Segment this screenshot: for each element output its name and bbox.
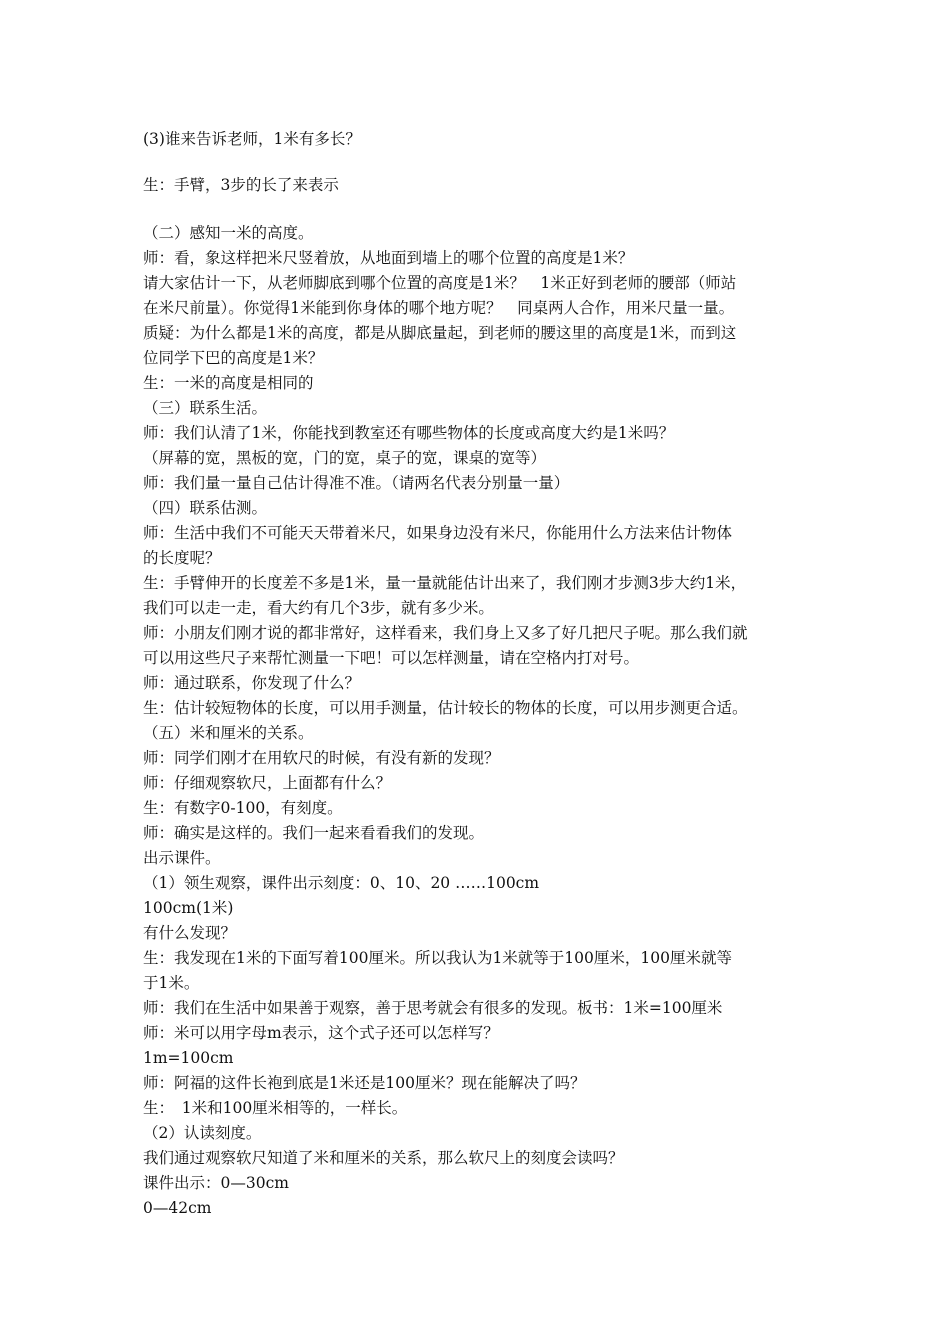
text-line: 师：看，象这样把米尺竖着放，从地面到墙上的哪个位置的高度是1米？ xyxy=(143,249,634,267)
text-line: （1）领生观察，课件出示刻度：0、10、20 ……100cm xyxy=(143,874,540,892)
text-line: 在米尺前量）。你觉得1米能到你身体的哪个地方呢？ 同桌两人合作，用米尺量一量。 xyxy=(143,299,735,317)
text-line: (3)谁来告诉老师，1米有多长？ xyxy=(143,130,361,148)
text-line: 出示课件。 xyxy=(143,849,221,867)
text-line: 生：手臂伸开的长度差不多是1米，量一量就能估计出来了，我们刚才步测3步大约1米， xyxy=(143,574,747,592)
text-line: 师：我们认清了1米，你能找到教室还有哪些物体的长度或高度大约是1米吗？ xyxy=(143,424,675,442)
text-line: 生：有数字0-100，有刻度。 xyxy=(143,799,343,817)
text-line: 师：阿福的这件长袍到底是1米还是100厘米？现在能解决了吗？ xyxy=(143,1074,586,1092)
text-line: 生：我发现在1米的下面写着100厘米。所以我认为1米就等于100厘米，100厘米就等 xyxy=(143,949,732,967)
section-heading: （五）米和厘米的关系。 xyxy=(143,724,314,742)
text-line: 可以用这些尺子来帮忙测量一下吧！可以怎样测量，请在空格内打对号。 xyxy=(143,649,640,667)
paragraph-gap xyxy=(143,152,823,173)
text-line: 请大家估计一下，从老师脚底到哪个位置的高度是1米？ 1米正好到老师的腰部（师站 xyxy=(143,274,737,292)
text-line: 1m=100cm xyxy=(143,1049,234,1067)
section-heading: （2）认读刻度。 xyxy=(143,1124,262,1142)
text-line: 生： 1米和100厘米相等的，一样长。 xyxy=(143,1099,408,1117)
text-line: 有什么发现？ xyxy=(143,924,237,942)
section-heading: （二）感知一米的高度。 xyxy=(143,224,314,242)
text-line: 0—42cm xyxy=(143,1199,212,1217)
text-line: 的长度呢？ xyxy=(143,549,221,567)
text-line: 师：仔细观察软尺，上面都有什么？ xyxy=(143,774,392,792)
text-line: 课件出示：0—30cm xyxy=(143,1174,289,1192)
text-line: （屏幕的宽，黑板的宽，门的宽，桌子的宽，课桌的宽等） xyxy=(143,449,547,467)
text-line: 我们通过观察软尺知道了米和厘米的关系，那么软尺上的刻度会读吗？ xyxy=(143,1149,624,1167)
text-line: 师：确实是这样的。我们一起来看看我们的发现。 xyxy=(143,824,485,842)
text-line: 师：我们量一量自己估计得准不准。（请两名代表分别量一量） xyxy=(143,474,570,492)
text-line: 位同学下巴的高度是1米？ xyxy=(143,349,324,367)
text-line: 质疑：为什么都是1米的高度，都是从脚底量起，到老师的腰这里的高度是1米，而到这 xyxy=(143,324,737,342)
text-line: 生：一米的高度是相同的 xyxy=(143,374,314,392)
text-line: 师：小朋友们刚才说的都非常好，这样看来，我们身上又多了好几把尺子呢。那么我们就 xyxy=(143,624,748,642)
section-heading: （三）联系生活。 xyxy=(143,399,268,417)
text-line: 师：通过联系，你发现了什么？ xyxy=(143,674,361,692)
section-heading: （四）联系估测。 xyxy=(143,499,268,517)
text-line: 生：手臂，3步的长了来表示 xyxy=(143,176,339,194)
text-line: 师：我们在生活中如果善于观察，善于思考就会有很多的发现。板书：1米=100厘米 xyxy=(143,999,723,1017)
text-line: 100cm(1米) xyxy=(143,899,234,917)
text-line: 师：同学们刚才在用软尺的时候，有没有新的发现？ xyxy=(143,749,500,767)
text-line: 师：生活中我们不可能天天带着米尺，如果身边没有米尺，你能用什么方法来估计物体 xyxy=(143,524,733,542)
text-line: 于1米。 xyxy=(143,974,200,992)
text-line: 我们可以走一走，看大约有几个3步，就有多少米。 xyxy=(143,599,494,617)
paragraph-gap xyxy=(143,198,823,221)
text-line: 师：米可以用字母m表示，这个式子还可以怎样写？ xyxy=(143,1024,499,1042)
document-body xyxy=(143,127,823,1221)
text-line: 生：估计较短物体的长度，可以用手测量，估计较长的物体的长度，可以用步测更合适。 xyxy=(143,699,748,717)
